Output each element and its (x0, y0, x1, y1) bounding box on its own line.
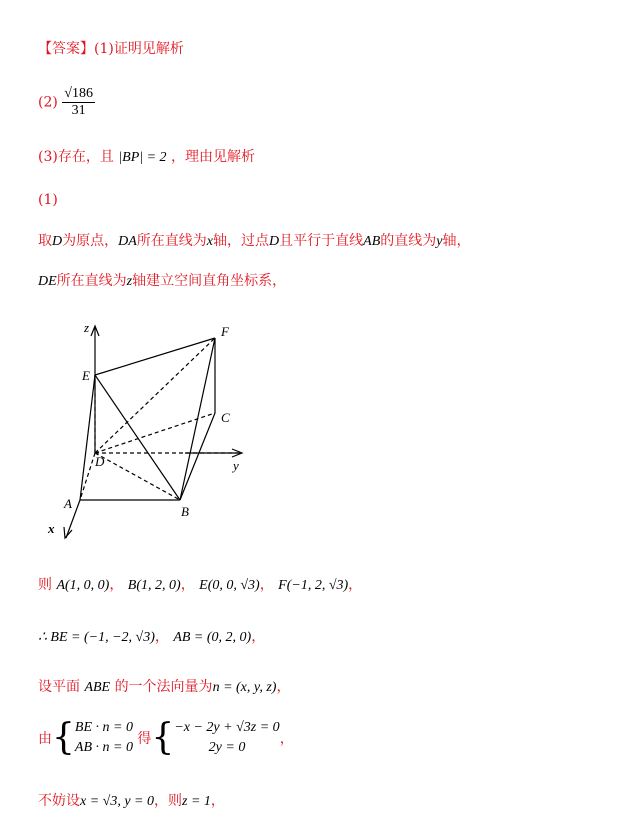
solution-line1 (38, 230, 470, 250)
point-B: B(1, 2, 0) (127, 578, 181, 593)
math-x: x (206, 234, 214, 249)
separator: ， (210, 793, 225, 809)
text: 由 (38, 731, 52, 747)
system-1 (75, 718, 133, 758)
equation: 2y = 0 (208, 740, 246, 755)
text: 轴建立空间直角坐标系， (132, 273, 287, 289)
system-2 (174, 718, 279, 758)
separator: ， (276, 679, 291, 695)
text: 所在直线为 (56, 273, 127, 289)
separator: ， (259, 577, 274, 593)
part3-expression: |BP| = 2 (118, 150, 167, 165)
text: 的一个法向量为 (114, 679, 213, 695)
label-A: A (64, 496, 72, 511)
text: 轴，过点 (213, 233, 270, 249)
separator: ， (154, 629, 169, 645)
text: 且平行于直线 (279, 233, 364, 249)
vector-AB: AB = (0, 2, 0) (173, 630, 252, 645)
left-brace-icon: { (151, 717, 175, 758)
part3-label: (3)存在，且 (38, 149, 114, 165)
label-z: z (84, 320, 90, 335)
text: 轴， (442, 233, 471, 249)
answer-part2 (38, 86, 95, 119)
edge-EF (95, 338, 215, 375)
text: 所在直线为 (136, 233, 207, 249)
label-F: F (221, 324, 229, 339)
text: 取 (38, 233, 52, 249)
math-z: z (126, 274, 133, 289)
point-E: E(0, 0, √3) (199, 578, 260, 593)
text: ，则 (154, 793, 183, 809)
fraction-denominator: 31 (71, 103, 86, 118)
equation: BE · n = 0 (74, 720, 133, 735)
plane-ABE: ABE (84, 680, 111, 695)
result: z = 1 (182, 794, 211, 809)
text: 不妨设 (38, 793, 80, 809)
text: 为原点， (62, 233, 119, 249)
label-x: x (48, 521, 55, 536)
text: 则 (38, 577, 52, 593)
equation: AB · n = 0 (74, 740, 133, 755)
label-C: C (221, 410, 230, 425)
vectors-line (38, 626, 265, 646)
edge-EB (95, 375, 180, 500)
edge-DB (95, 453, 180, 500)
assumption: x = √3, y = 0 (80, 794, 155, 809)
answer-header (38, 38, 184, 58)
solution-step-label: (1) (38, 192, 58, 208)
part2-label: (2) (38, 94, 58, 111)
label-B: B (181, 504, 189, 519)
equation: −x − 2y + √3z = 0 (174, 720, 280, 735)
separator: ， (251, 629, 266, 645)
geometry-figure (40, 318, 270, 548)
fraction-numerator: √186 (64, 86, 93, 101)
text: 得 (137, 731, 152, 747)
edge-AE (80, 375, 95, 500)
math-DA: DA (118, 234, 137, 249)
text: 设平面 (38, 679, 80, 695)
edge-DC (95, 413, 215, 453)
answer-bracket: 【答案】 (38, 41, 94, 57)
answer-part1: (1)证明见解析 (94, 41, 184, 57)
solution-line2 (38, 270, 286, 290)
separator: ， (109, 577, 124, 593)
math-y: y (436, 234, 443, 249)
point-F: F(−1, 2, √3) (278, 578, 349, 593)
part3-tail: ，理由见解析 (171, 149, 255, 165)
left-brace-icon: { (52, 717, 75, 758)
coordinates-line (38, 574, 362, 594)
label-D: D (95, 454, 105, 469)
label-y: y (233, 458, 239, 473)
point-A: A(1, 0, 0) (56, 578, 110, 593)
normal-vector: n = (x, y, z) (212, 680, 277, 695)
edge-DF (95, 338, 215, 453)
answer-part3 (38, 146, 255, 166)
label-E: E (82, 368, 90, 383)
text: 的直线为 (380, 233, 437, 249)
math-AB: AB (363, 234, 381, 249)
last-line (38, 790, 225, 810)
part2-fraction (62, 86, 95, 119)
equation-system-line (38, 718, 294, 758)
separator: ， (279, 731, 294, 747)
math-D: D (269, 234, 280, 249)
edge-BC (180, 413, 215, 500)
separator: ， (348, 577, 363, 593)
math-DE: DE (38, 274, 57, 289)
math-D: D (52, 234, 63, 249)
separator: ， (180, 577, 195, 593)
normal-vector-line (38, 676, 290, 696)
vector-BE: ∴ BE = (−1, −2, √3) (38, 630, 155, 645)
